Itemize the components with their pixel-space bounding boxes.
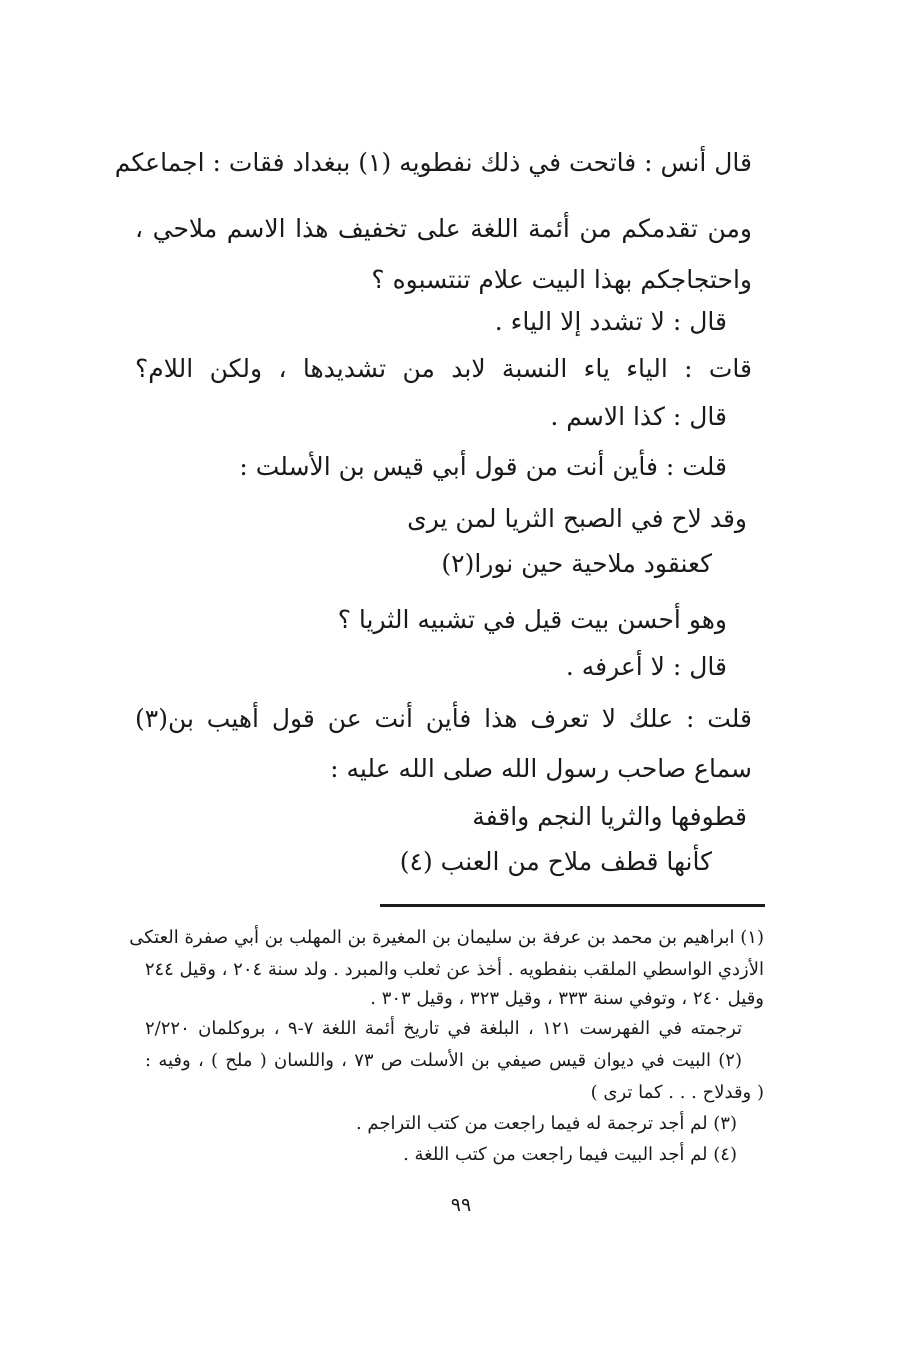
poem2-line-2: كأنها قطف ملاح من العنب (٤) — [399, 847, 712, 876]
body-line-3: واحتجاجكم بهذا البيت علام تنتسبوه ؟ — [371, 265, 752, 294]
footnote-1-line-4: ترجمته في الفهرست ١٢١ ، البلغة في تاريخ أئمة اللغة ٧-٩ ، بروكلمان ٢/٢٢٠ — [145, 1018, 743, 1039]
page-number: ٩٩ — [450, 1194, 472, 1216]
body-line-11: سماع صاحب رسول الله صلى الله عليه : — [330, 754, 752, 783]
body-line-4: قال : لا تشدد إلا الياء . — [494, 307, 727, 336]
footnote-2-line-1: (٢) البيت في ديوان قيس صيفي بن الأسلت ص ٧٣ ، واللسان ( ملح ) ، وفيه : — [145, 1050, 742, 1071]
body-line-6: قال : كذا الاسم . — [550, 402, 727, 431]
footnote-1-line-2: الأزدي الواسطي الملقب بنفطويه . أخذ عن ثعلب والمبرد . ولد سنة ٢٠٤ ، وقيل ٢٤٤ — [144, 959, 764, 980]
footnote-1-line-1: (١) ابراهيم بن محمد بن عرفة بن سليمان بن المغيرة بن المهلب بن أبي صفرة العتكى — [129, 927, 764, 948]
body-line-10: قلت : علك لا تعرف هذا فأين أنت عن قول أهيب بن(٣) — [135, 704, 752, 733]
poem2-line-1: قطوفها والثريا النجم واقفة — [472, 802, 747, 831]
body-line-2: ومن تقدمكم من أئمة اللغة على تخفيف هذا الاسم ملاحي ، — [135, 214, 752, 243]
footnote-separator — [380, 904, 765, 907]
footnote-3: (٣) لم أجد ترجمة له فيما راجعت من كتب التراجم . — [355, 1113, 737, 1134]
footnote-4: (٤) لم أجد البيت فيما راجعت من كتب اللغة . — [403, 1144, 737, 1165]
poem1-line-1: وقد لاح في الصبح الثريا لمن يرى — [407, 504, 747, 533]
body-line-7: قلت : فأين أنت من قول أبي قيس بن الأسلت : — [239, 452, 727, 481]
body-line-5: قات : الياء ياء النسبة لابد من تشديدها ، ولكن اللام؟ — [135, 354, 752, 383]
poem1-line-2: كعنقود ملاحية حين نورا(٢) — [441, 549, 712, 578]
footnote-1-line-3: وقيل ٢٤٠ ، وتوفي سنة ٣٣٣ ، وقيل ٣٢٣ ، وقيل ٣٠٣ . — [370, 988, 764, 1009]
body-line-8: وهو أحسن بيت قيل في تشبيه الثريا ؟ — [337, 605, 727, 634]
body-line-9: قال : لا أعرفه . — [565, 652, 727, 681]
body-line-1: قال أنس : فاتحت في ذلك نفطويه (١) ببغداد فقات : اجماعكم — [114, 148, 752, 177]
footnote-2-line-2: ( وقدلاح . . . كما ترى ) — [590, 1082, 764, 1103]
